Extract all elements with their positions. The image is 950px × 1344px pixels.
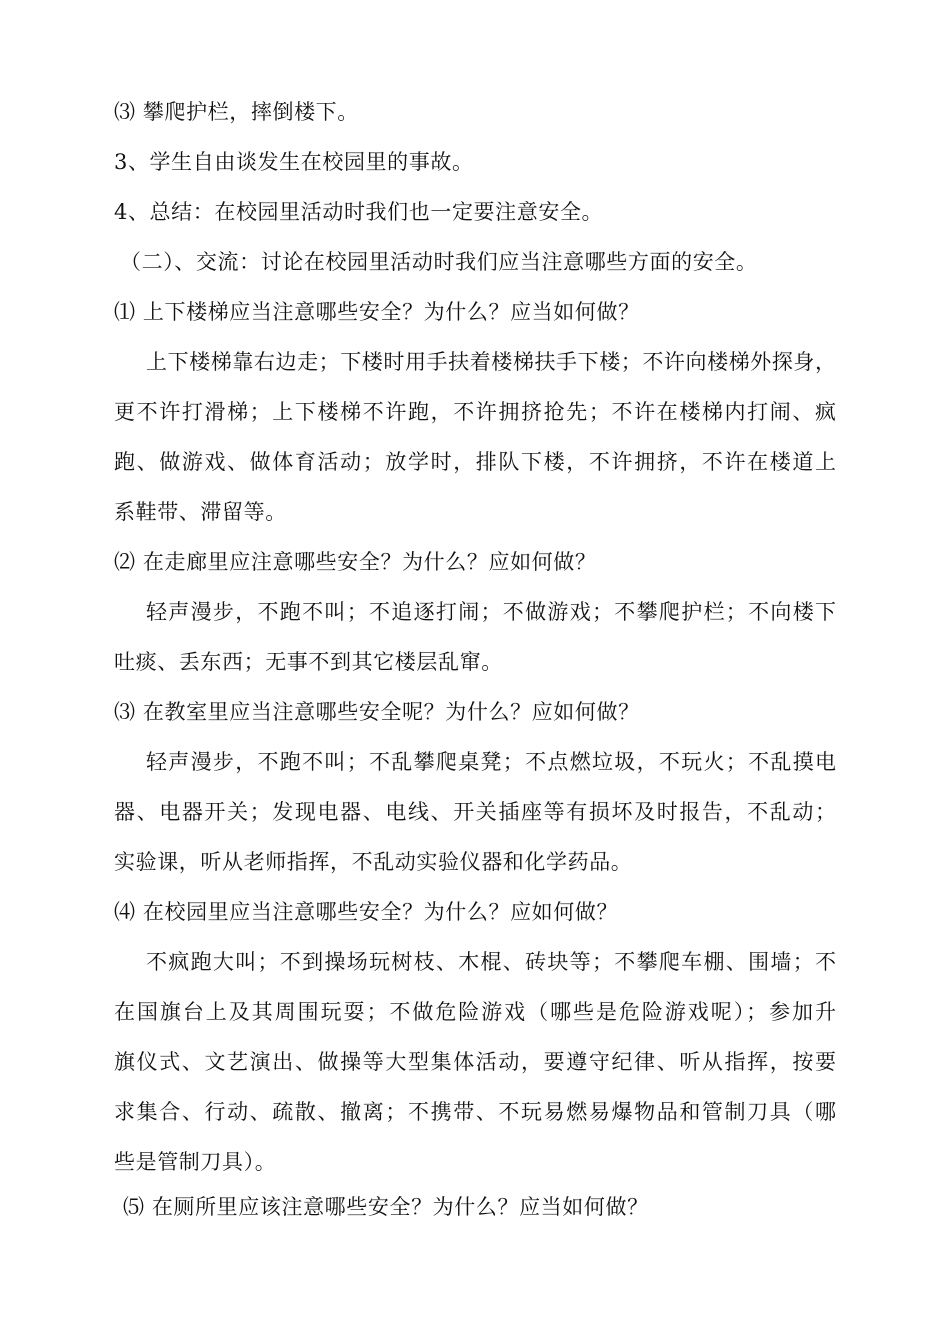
question-heading: ⑸ 在厕所里应该注意哪些安全？为什么？应当如何做？ — [123, 1195, 649, 1219]
text-line: 旗仪式、文艺演出、做操等大型集体活动，要遵守纪律、听从指挥，按要 — [114, 1050, 836, 1074]
text-line: 4、总结：在校园里活动时我们也一定要注意安全。 — [114, 200, 604, 224]
text-line: 实验课，听从老师指挥，不乱动实验仪器和化学药品。 — [114, 850, 633, 874]
text-line: 3、学生自由谈发生在校园里的事故。 — [114, 150, 474, 174]
text-line: 更不许打滑梯；上下楼梯不许跑，不许拥挤抢先；不许在楼梯内打闹、疯 — [114, 400, 836, 424]
question-heading: ⑴ 上下楼梯应当注意哪些安全？为什么？应当如何做？ — [114, 300, 640, 324]
text-line: 跑、做游戏、做体育活动；放学时，排队下楼，不许拥挤，不许在楼道上 — [114, 450, 836, 474]
question-heading: ⑵ 在走廊里应注意哪些安全？为什么？应如何做？ — [114, 550, 597, 574]
text-line: 求集合、行动、疏散、撤离；不携带、不玩易燃易爆物品和管制刀具（哪 — [114, 1100, 836, 1124]
text-line: 不疯跑大叫；不到操场玩树枝、木棍、砖块等；不攀爬车棚、围墙；不 — [146, 950, 836, 974]
text-line: ⑶ 攀爬护栏，摔倒楼下。 — [114, 100, 359, 124]
text-line: 系鞋带、滞留等。 — [114, 500, 287, 524]
text-line: 轻声漫步，不跑不叫；不追逐打闹；不做游戏；不攀爬护栏；不向楼下 — [146, 600, 836, 624]
section-heading: （二）、交流：讨论在校园里活动时我们应当注意哪些方面的安全。 — [120, 250, 758, 274]
text-line: 吐痰、丢东西；无事不到其它楼层乱窜。 — [114, 650, 503, 674]
text-line: 器、电器开关；发现电器、电线、开关插座等有损坏及时报告，不乱动； — [114, 800, 836, 824]
question-heading: ⑶ 在教室里应当注意哪些安全呢？为什么？应如何做？ — [114, 700, 640, 724]
text-line: 些是管制刀具）。 — [114, 1150, 277, 1174]
text-line: 上下楼梯靠右边走；下楼时用手扶着楼梯扶手下楼；不许向楼梯外探身， — [146, 350, 836, 374]
text-line: 在国旗台上及其周围玩耍；不做危险游戏（哪些是危险游戏呢）；参加升 — [114, 1000, 836, 1024]
question-heading: ⑷ 在校园里应当注意哪些安全？为什么？应如何做？ — [114, 900, 619, 924]
text-line: 轻声漫步，不跑不叫；不乱攀爬桌凳；不点燃垃圾，不玩火；不乱摸电 — [146, 750, 836, 774]
